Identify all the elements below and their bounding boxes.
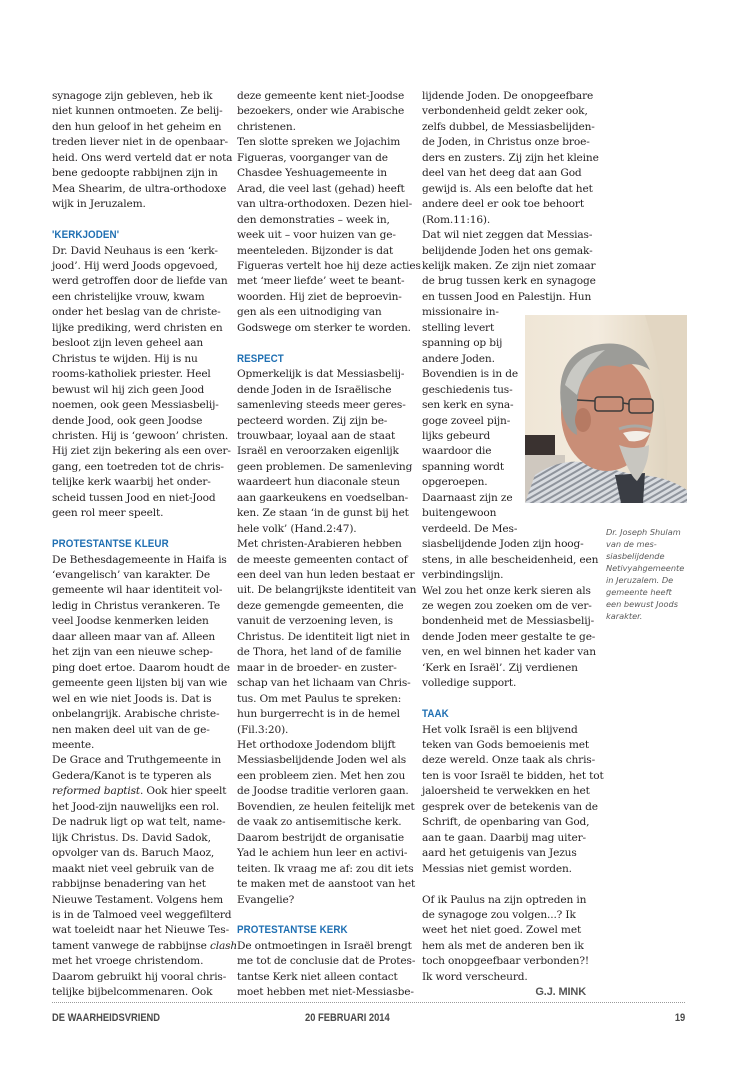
text-line: de Joodse traditie verloren gaan. [237, 785, 409, 798]
text-line: een christelijke vrouw, kwam [52, 290, 205, 303]
caption-line: van de mes- [606, 539, 657, 549]
text-line: Yad le achiem hun leer en activi- [237, 847, 408, 860]
text-line: onder het beslag van de christe- [52, 306, 221, 319]
paragraph-spacer [52, 522, 230, 537]
portrait-photo [525, 315, 687, 503]
text-line: Ik word verscheurd. [422, 970, 528, 983]
text-line: bondenheid met de Messiasbelij- [422, 615, 595, 628]
caption-line: Netivyahgemeente [606, 563, 685, 573]
text-line: Het orthodoxe Jodendom blijft [237, 739, 396, 752]
article-column-3 [422, 89, 604, 1001]
text-line: gang, een toetreden tot de chris- [52, 460, 224, 473]
text-line: moet hebben met niet-Messiasbe- [237, 986, 414, 999]
text-line: bewust wil hij zich geen Jood [52, 383, 205, 396]
text-line: dende Jood, ook geen Joodse [52, 414, 203, 427]
text-line: maar in de broeder- en zuster- [237, 661, 397, 674]
text-line: verdeeld. De Mes- [422, 522, 518, 535]
text-line: en tussen Jood en Palestijn. Hun [422, 290, 592, 303]
text-line: De ontmoetingen in Israël brengt [237, 939, 412, 952]
text-line: te maken met de aanstoot van het [237, 878, 416, 891]
text-line: veel Joodse kenmerken leiden [52, 615, 209, 628]
section-heading: 'KERKJODEN' [52, 229, 120, 242]
text-line: is in de Talmoed veel weggefilterd [52, 908, 232, 921]
text-line: stens, in alle bescheidenheid, een [422, 553, 599, 566]
text-line: telijke kerk waarbij het onder- [52, 476, 211, 489]
text-line: Arad, die veel last (gehad) heeft [237, 182, 405, 195]
text-line: (Rom.11:16). [422, 213, 491, 226]
text-line: daar alleen maar van af. Alleen [52, 630, 215, 643]
text-line: hem als met de anderen ben ik [422, 939, 584, 952]
publication-name: DE WAARHEIDSVRIEND [52, 1012, 161, 1024]
text-line: weet het niet goed. Zowel met [422, 924, 582, 937]
text-line: christen. Hij is ‘gewoon’ christen. [52, 429, 229, 442]
text-line: pecteerd worden. Zij zijn be- [237, 414, 388, 427]
text-line: wel en wie niet Joods is. Dat is [52, 692, 212, 705]
italic-term: clash [209, 939, 238, 952]
footer-divider [52, 1002, 685, 1003]
text-line: toch onopgeefbaar verbonden?! [422, 955, 589, 968]
text-line: waardoor die [422, 445, 492, 458]
paragraph-spacer [422, 692, 600, 707]
text-line: goge zoveel pijn- [422, 414, 511, 427]
text-line: synagoge zijn gebleven, heb ik [52, 90, 213, 102]
text-line: Gedera/Kanot is te typeren als [52, 769, 212, 782]
text-line: missionaire in- [422, 306, 499, 319]
text-line: bezoekers, onder wie Arabische [237, 105, 405, 118]
text-line: ‘Kerk en Israël’. Zij verdienen [422, 661, 578, 674]
text-line: ten is voor Israël te bidden, het tot [422, 769, 604, 782]
text-line: volledige support. [422, 677, 517, 690]
text-line: gesprek over de betekenis van de [422, 800, 598, 813]
text-line: Bovendien is in de [422, 368, 518, 381]
section-heading: TAAK [422, 708, 449, 721]
text-line: het zijn van een nieuwe schep- [52, 646, 213, 659]
text-line: Wel zou het onze kerk sieren als [422, 584, 591, 597]
text-line: ze wegen zou zoeken om de ver- [422, 599, 592, 612]
text-line: geen rol meer speelt. [52, 507, 164, 520]
text-line: niet kunnen ontmoeten. Ze belij- [52, 105, 223, 118]
paragraph-spacer [237, 336, 415, 351]
text-line: rooms-katholiek priester. Heel [52, 368, 211, 381]
text-line: aard het getuigenis van Jezus [422, 847, 577, 860]
text-line: Dr. David Neuhaus is een ‘kerk- [52, 244, 218, 257]
text-line: gen als een uitnodiging van [237, 306, 382, 319]
text-line: wijk in Jeruzalem. [52, 198, 146, 211]
text-line: samenleving steeds meer geres- [237, 399, 406, 412]
text-line: zelfs dubbel, de Messiasbelijden- [422, 120, 595, 133]
text-line: sen kerk en syna- [422, 399, 514, 412]
paragraph [237, 367, 415, 908]
text-line: waardeert hun diaconale steun [237, 476, 400, 489]
text-line: Chasdee Yeshuagemeente in [237, 167, 387, 180]
text-line: tus. Om met Paulus te spreken: [237, 692, 402, 705]
text-line: trouwbaar, loyaal aan de staat [237, 429, 396, 442]
portrait-photo-illustration [525, 315, 687, 503]
text-line: een deel van hun leden bestaat er [237, 569, 415, 582]
text-line: het Jood-zijn nauwelijks een rol. [52, 800, 220, 813]
caption-line: in Jeruzalem. De [606, 575, 674, 585]
text-line: dende Joden meer gestalte te ge- [422, 630, 596, 643]
text-line: deze gemengde gemeenten, die [237, 599, 404, 612]
text-line: De nadruk ligt op wat telt, name- [52, 816, 226, 829]
paragraph-spacer [237, 908, 415, 923]
text-line: Met christen-Arabieren hebben [237, 538, 402, 551]
text-line: Dat wil niet zeggen dat Messias- [422, 229, 593, 242]
text-line: me tot de conclusie dat de Protes- [237, 955, 416, 968]
text-line: De Grace and Truthgemeente in [52, 754, 222, 767]
italic-term: reformed baptist [52, 785, 140, 798]
text-line: hele volk’ (Hand.2:47). [237, 522, 357, 535]
text-line: Het volk Israël is een blijvend [422, 723, 578, 736]
text-line: jood’. Hij werd Joods opgevoed, [52, 259, 218, 272]
text-line: noemen, ook geen Messiasbelij- [52, 399, 219, 412]
text-line: meenteleden. Bijzonder is dat [237, 244, 394, 257]
text-line: scheid tussen Jood en niet-Jood [52, 491, 216, 504]
text-line: lijke prediking, werd christen en [52, 321, 223, 334]
text-line: Messias niet gemist worden. [422, 862, 572, 875]
text-line: teiten. Ik vraag me af: zou dit iets [237, 862, 414, 875]
text-line: met ‘meer liefde’ weet te beant- [237, 275, 405, 288]
paragraph [422, 893, 600, 986]
text-line: de meeste gemeenten contact of [237, 553, 408, 566]
text-line: verbindingslijn. [422, 569, 504, 582]
text-line: meente. [52, 739, 95, 751]
text-line: gemeente geen lijsten bij van wie [52, 677, 228, 690]
text-line: wat toeleidt naar het Nieuwe Tes- [52, 924, 230, 937]
text-line: werd getroffen door de liefde van [52, 275, 228, 288]
text-line: den hun geloof in het geheim en [52, 120, 222, 133]
text-line: Mea Shearim, de ultra-orthodoxe [52, 182, 227, 195]
paragraph [237, 939, 415, 1001]
text-line: aan te gaan. Daarbij mag uiter- [422, 831, 586, 844]
text-line: kelijk maken. Ze zijn niet zomaar [422, 259, 596, 272]
text-line: Ten slotte spreken we Jojachim [237, 136, 401, 149]
text-line: Bovendien, ze heulen feitelijk met [237, 800, 415, 813]
text-line: ledig in Christus verankeren. Te [52, 599, 221, 612]
text-line: geschiedenis tus- [422, 383, 513, 396]
caption-line: een bewust Joods [606, 599, 678, 609]
text-line: gewijd is. Als een belofte dat het [422, 182, 593, 195]
text-line: De Bethesdagemeente in Haifa is [52, 553, 227, 566]
text-line: week uit – voor huizen van ge- [237, 229, 396, 242]
text-line: tantse Kerk niet alleen contact [237, 970, 398, 983]
paragraph [52, 553, 238, 1001]
text-line: Christus te wijden. Hij is nu [52, 352, 198, 365]
text-line: Daarnaast zijn ze [422, 491, 513, 504]
text-line: Daarom gebruikt hij vooral chris- [52, 970, 227, 983]
text-line: Christus. De identiteit ligt niet in [237, 630, 410, 643]
text-line: treden liever niet in de openbaar- [52, 136, 228, 149]
text-line: christenen. [237, 120, 296, 133]
text-line: Godswege om sterker te worden. [237, 321, 411, 334]
paragraph [237, 89, 421, 336]
paragraph [422, 723, 604, 878]
text-line: met het vroege christendom. [52, 955, 204, 968]
issue-date: 20 FEBRUARI 2014 [305, 1012, 390, 1024]
text-line: den demonstraties – week in, [237, 213, 390, 226]
text-line: bene gedoopte rabbijnen zijn in [52, 167, 218, 180]
text-line: uit. De belangrijkste identiteit van [237, 584, 417, 597]
text-line: ven, en wel binnen het kader van [422, 646, 596, 659]
paragraph-spacer [422, 877, 600, 892]
text-line: Israël en veroorzaken eigenlijk [237, 445, 399, 458]
text-line: reformed baptist. Ook hier speelt [52, 785, 227, 798]
text-line: de brug tussen kerk en synagoge [422, 275, 596, 288]
text-line: andere Joden. [422, 352, 495, 365]
caption-line: karakter. [606, 611, 643, 621]
text-line: deel van het deeg dat aan God [422, 167, 582, 180]
text-line: Hij ziet zijn bekering als een over- [52, 445, 231, 458]
text-line: ping doet ertoe. Daarom houdt de [52, 661, 230, 674]
text-line: dende Joden in de Israëlische [237, 383, 392, 396]
text-line: telijke bijbelcommenaren. Ook [52, 986, 213, 999]
text-line: buitengewoon [422, 507, 497, 520]
text-line: ken. Ze staan ‘in de gunst bij het [237, 507, 409, 520]
text-line: belijdende Joden het ons gemak- [422, 244, 593, 257]
text-line: ‘evangelisch’ van karakter. De [52, 569, 210, 582]
text-line: Evangelie? [237, 893, 295, 906]
text-line: spanning wordt [422, 460, 504, 473]
text-line: rabbijnse benadering van het [52, 878, 206, 891]
text-line: geen problemen. De samenleving [237, 460, 413, 473]
text-line: de Thora, het land of de familie [237, 646, 402, 659]
text-line: tament vanwege de rabbijnse clash [52, 939, 238, 952]
section-heading: PROTESTANTSE KLEUR [52, 538, 169, 551]
text-line: Messiasbelijdende Joden wel als [237, 754, 406, 767]
text-line: lijdende Joden. De onopgeefbare [422, 90, 594, 102]
text-line: verbondenheid geldt zeker ook, [422, 105, 588, 118]
section-heading: PROTESTANTSE KERK [237, 924, 348, 937]
text-line: een probleem zien. Met hen zou [237, 769, 406, 782]
text-line: hun burgerrecht is in de hemel [237, 708, 400, 721]
text-line: Figueras, voorganger van de [237, 151, 388, 164]
text-line: (Fil.3:20). [237, 723, 289, 736]
text-line: de vaak zo antisemitische kerk. [237, 816, 402, 829]
section-heading: RESPECT [237, 352, 284, 365]
text-line: woorden. Hij ziet de beproevin- [237, 290, 402, 303]
text-line: teken van Gods bemoeienis met [422, 739, 589, 752]
text-line: schap van het lichaam van Chris- [237, 677, 411, 690]
photo-caption [606, 526, 696, 622]
text-line: ders en zusters. Zij zijn het kleine [422, 151, 599, 164]
text-line: gemeente wil haar identiteit vol- [52, 584, 223, 597]
text-line: onbelangrijk. Arabische christe- [52, 708, 220, 721]
text-line: andere deel er ook toe behoort [422, 198, 584, 211]
text-line: de synagoge zou volgen...? Ik [422, 908, 576, 921]
text-line: de Joden, in Christus onze broe- [422, 136, 590, 149]
paragraph-spacer [52, 213, 230, 228]
text-line: vanuit de verzoening leven, is [237, 615, 393, 628]
text-line: nen maken deel uit van de ge- [52, 723, 210, 736]
text-line: Opmerkelijk is dat Messiasbelij- [237, 368, 405, 381]
page-number: 19 [674, 1012, 685, 1024]
text-line: besloot zijn leven geheel aan [52, 337, 204, 350]
text-line: deze wereld. Onze taak als chris- [422, 754, 596, 767]
text-line: siasbelijdende Joden zijn hoog- [422, 538, 584, 551]
text-line: stelling levert [422, 321, 495, 334]
text-line: lijks gebeurd [422, 429, 491, 442]
paragraph [52, 89, 233, 213]
caption-line: Dr. Joseph Shulam [606, 527, 681, 537]
paragraph [52, 244, 230, 522]
text-line: opvolger van ds. Baruch Maoz, [52, 847, 215, 860]
article-column-2 [237, 89, 421, 1001]
page-footer [52, 1012, 685, 1026]
text-line: Nieuwe Testament. Volgens hem [52, 893, 224, 906]
text-line: Schrift, de openbaring van God, [422, 816, 590, 829]
text-line: deze gemeente kent niet-Joodse [237, 90, 405, 102]
text-line: maakt niet veel gebruik van de [52, 862, 215, 875]
text-line: aan gaarkeukens en voedselban- [237, 491, 409, 504]
caption-line: gemeente heeft [606, 587, 672, 597]
text-line: Daarom bestrijdt de organisatie [237, 831, 405, 844]
text-line: heid. Ons werd verteld dat er nota [52, 151, 233, 164]
text-line: van ultra-orthodoxen. Dezen hiel- [237, 198, 413, 211]
text-line: Figueras vertelt hoe hij deze acties [237, 259, 421, 272]
text-line: Of ik Paulus na zijn optreden in [422, 893, 587, 906]
caption-line: siasbelijdende [606, 551, 665, 561]
text-line: spanning op bij [422, 337, 503, 350]
text-line: opgeroepen. [422, 476, 488, 489]
text-line: lijk Christus. Ds. David Sadok, [52, 831, 211, 844]
author-signature: G.J. MINK [535, 986, 586, 999]
article-column-1 [52, 89, 238, 1001]
text-line: jaloersheid te verwekken en het [422, 785, 590, 798]
